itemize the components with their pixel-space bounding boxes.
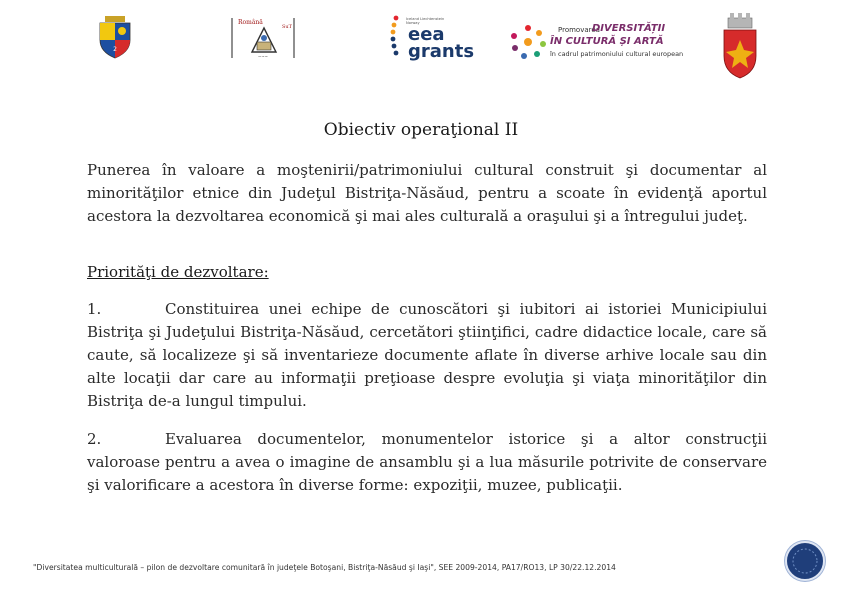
svg-text:2: 2 — [113, 46, 117, 53]
association-logo — [230, 14, 296, 60]
svg-text:~~~: ~~~ — [257, 54, 269, 59]
priorities-heading: Priorităţi de dezvoltare: — [87, 263, 269, 281]
page-nav-icon — [787, 543, 823, 579]
programme-culture-words: ÎN CULTURĂ ȘI ARTĂ — [550, 36, 664, 47]
county-crest-icon — [92, 14, 138, 60]
page-title: Obiectiv operaţional II — [323, 120, 519, 140]
programme-logo — [510, 22, 685, 62]
priority-number: 2. — [87, 430, 102, 448]
programme-subtitle: în cadrul patrimoniului cultural european — [550, 50, 684, 58]
priority-item — [87, 428, 767, 497]
eea-word: eea — [408, 24, 445, 45]
programme-circle-icon — [510, 24, 546, 60]
priority-number: 1. — [87, 300, 102, 318]
eea-donor-countries: Iceland Liechtenstein Norway — [406, 17, 445, 25]
intro-paragraph: Punerea în valoare a moştenirii/patrimoniului cultural construit şi documentar al minorităţilor etnice din Judeţul Bistriţa-Năsăud, pentru a scoate în evidenţă aportul acestora la dezvoltarea economică şi mai ales culturală a oraşului şi a întregului judeţ. — [87, 161, 767, 225]
programme-diversity-word: DIVERSITĂȚII — [592, 23, 666, 34]
page-nav-button[interactable] — [785, 541, 825, 581]
programme-promo-word: Promovarea — [558, 26, 600, 34]
svg-text:SuT: SuT — [282, 24, 292, 30]
footnote: "Diversitatea multiculturală – pilon de dezvoltare comunitară în judeţele Botoşani, Bistriţa-Năsăud şi Iaşi", SEE 2009-2014, PA17/RO13, LP 30/22.12.2014 — [33, 563, 616, 572]
eea-grants-logo — [386, 8, 476, 66]
svg-text:Română: Română — [238, 19, 263, 26]
city-crest-icon — [720, 10, 760, 82]
grants-word: grants — [408, 41, 475, 62]
priority-text: Constituirea unei echipe de cunoscători şi iubitori ai istoriei Municipiului Bistriţa şi Judeţului Bistriţa-Năsăud, cercetători ştiinţifici, cadre didactice locale, care să caute, să localizeze şi să inventarieze documente aflate în diverse arhive locale sau din alte locaţii dar care au informaţii preţioase despre evoluţia şi viaţa minorităţilor din Bistriţa de-a lungul timpului. — [87, 300, 767, 410]
association-logo-icon — [230, 14, 296, 60]
city-crest-logo — [720, 10, 760, 82]
priority-text: Evaluarea documentelor, monumentelor istorice şi a altor construcţii valoroase pentru a avea o imagine de ansamblu şi a lua măsurile potrivite de conservare şi valorificare a acestora în diverse forme: expoziţii, muzee, publicaţii. — [87, 430, 767, 494]
priority-item — [87, 298, 767, 413]
county-crest-logo — [92, 14, 138, 60]
eea-dots-icon — [386, 8, 406, 66]
